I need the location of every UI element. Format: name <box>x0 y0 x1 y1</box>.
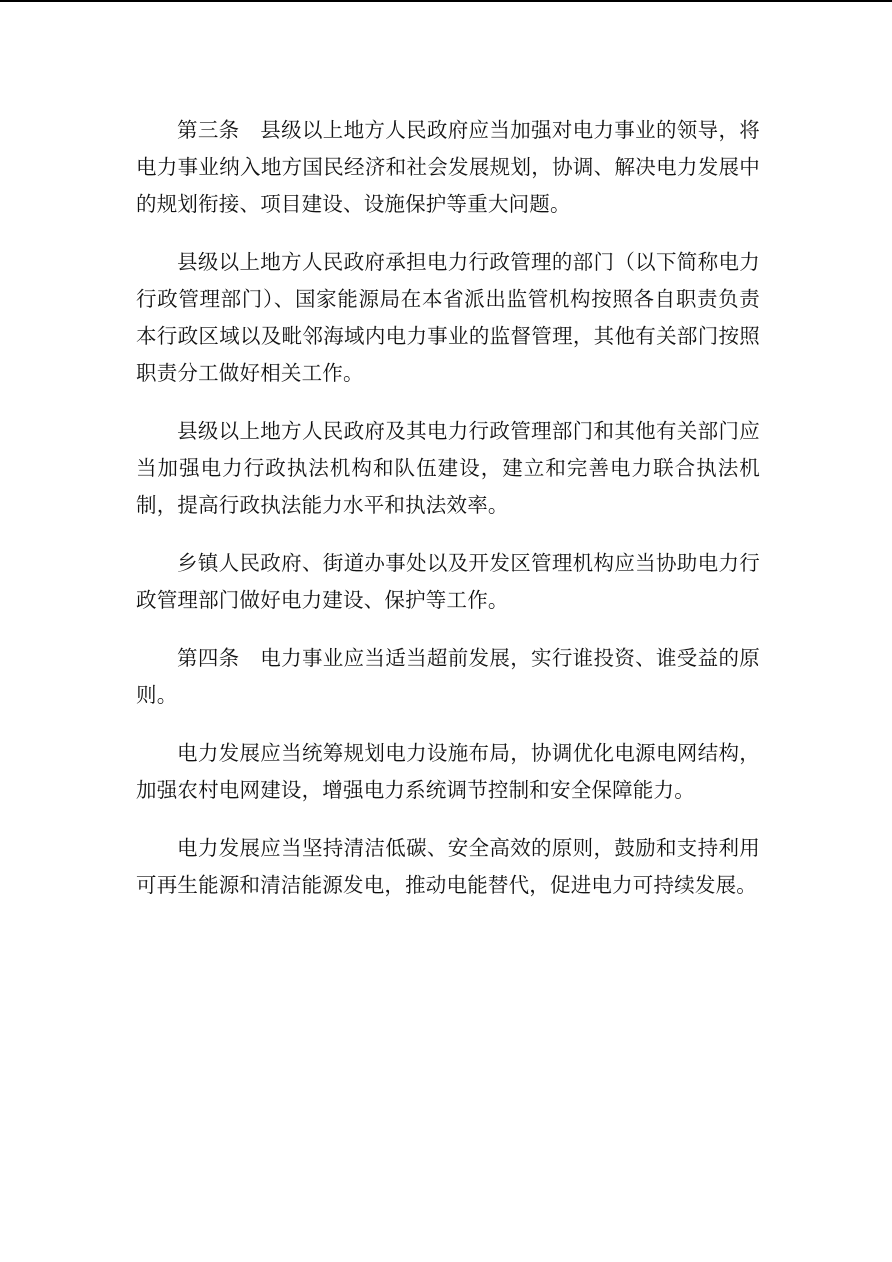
paragraph-enforcement: 县级以上地方人民政府及其电力行政管理部门和其他有关部门应当加强电力行政执法机构和队伍建设，建立和完善电力联合执法机制，提高行政执法能力水平和执法效率。 <box>136 419 760 517</box>
top-border-line <box>0 0 892 2</box>
document-body <box>136 112 760 925</box>
paragraph-article-3: 第三条 县级以上地方人民政府应当加强对电力事业的领导，将电力事业纳入地方国民经济和社会发展规划，协调、解决电力发展中的规划衔接、项目建设、设施保护等重大问题。 <box>136 118 760 216</box>
paragraph-clean-energy: 电力发展应当坚持清洁低碳、安全高效的原则，鼓励和支持利用可再生能源和清洁能源发电，推动电能替代，促进电力可持续发展。 <box>136 836 760 897</box>
paragraph-authority: 县级以上地方人民政府承担电力行政管理的部门（以下简称电力行政管理部门）、国家能源局在本省派出监管机构按照各自职责负责本行政区域以及毗邻海域内电力事业的监督管理，其他有关部门按照职责分工做好相关工作。 <box>136 250 760 385</box>
paragraph-grid-planning: 电力发展应当统筹规划电力设施布局，协调优化电源电网结构，加强农村电网建设，增强电力系统调节控制和安全保障能力。 <box>136 741 760 802</box>
paragraph-township: 乡镇人民政府、街道办事处以及开发区管理机构应当协助电力行政管理部门做好电力建设、保护等工作。 <box>136 551 760 612</box>
paragraph-article-4: 第四条 电力事业应当适当超前发展，实行谁投资、谁受益的原则。 <box>136 646 760 707</box>
